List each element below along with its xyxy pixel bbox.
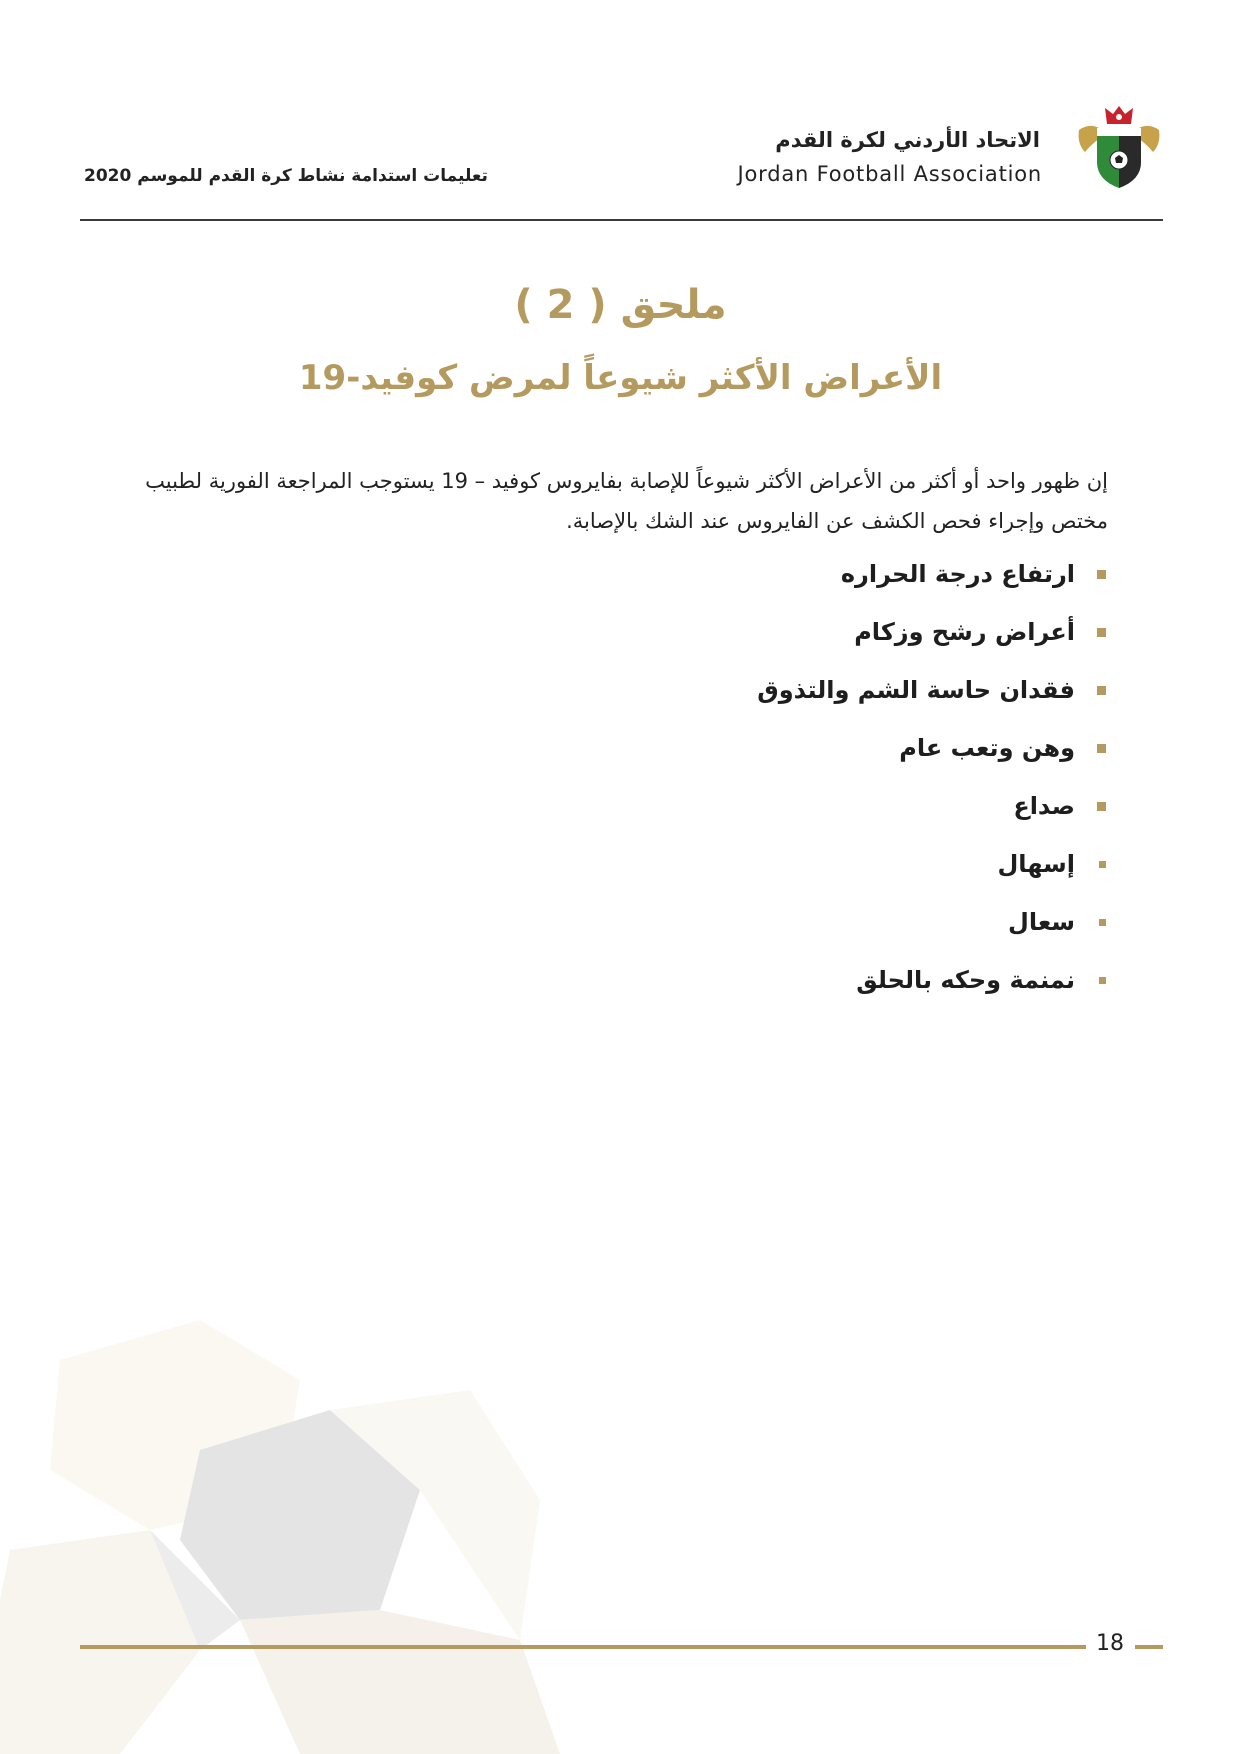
list-item	[306, 719, 1106, 777]
list-item	[306, 603, 1106, 661]
org-name-english: Jordan Football Association	[737, 162, 1042, 186]
annex-title: ملحق ( 2 )	[514, 282, 727, 328]
list-item	[306, 951, 1106, 1009]
symptom-label: فقدان حاسة الشم والتذوق	[757, 676, 1075, 704]
document-title: تعليمات استدامة نشاط كرة القدم للموسم 2020	[84, 166, 488, 186]
footer-tick	[1135, 1645, 1163, 1649]
footer-divider	[80, 1645, 1086, 1649]
football-watermark	[0, 1300, 560, 1754]
symptom-label: وهن وتعب عام	[899, 734, 1075, 762]
square-bullet-icon	[1097, 802, 1106, 811]
list-item	[306, 777, 1106, 835]
symptom-label: إسهال	[997, 850, 1075, 878]
square-bullet-icon	[1099, 861, 1106, 868]
symptom-label: سعال	[1008, 908, 1075, 936]
square-bullet-icon	[1097, 570, 1106, 579]
page-header	[0, 0, 1241, 225]
page-number: 18	[1096, 1631, 1124, 1656]
intro-paragraph: إن ظهور واحد أو أكثر من الأعراض الأكثر شيوعاً للإصابة بفايروس كوفيد – 19 يستوجب المراجعة الفورية لطبيب مختص وإجراء فحص الكشف عن الفايروس عند الشك بالإصابة.	[145, 469, 1108, 533]
symptom-label: صداع	[1013, 792, 1075, 820]
square-bullet-icon	[1097, 686, 1106, 695]
org-name-arabic: الاتحاد الأردني لكرة القدم	[775, 128, 1040, 152]
header-divider	[80, 219, 1163, 221]
square-bullet-icon	[1097, 628, 1106, 637]
square-bullet-icon	[1097, 744, 1106, 753]
list-item	[306, 661, 1106, 719]
symptoms-list	[306, 545, 1106, 1009]
symptom-label: نمنمة وحكه بالحلق	[856, 966, 1075, 994]
list-item	[306, 835, 1106, 893]
symptom-label: أعراض رشح وزكام	[854, 618, 1075, 646]
list-item	[306, 545, 1106, 603]
list-item	[306, 893, 1106, 951]
symptom-label: ارتفاع درجة الحراره	[840, 560, 1075, 588]
jfa-crest-icon	[1073, 100, 1165, 192]
section-subtitle: الأعراض الأكثر شيوعاً لمرض كوفيد-19	[298, 358, 943, 398]
square-bullet-icon	[1099, 919, 1106, 926]
square-bullet-icon	[1099, 977, 1106, 984]
